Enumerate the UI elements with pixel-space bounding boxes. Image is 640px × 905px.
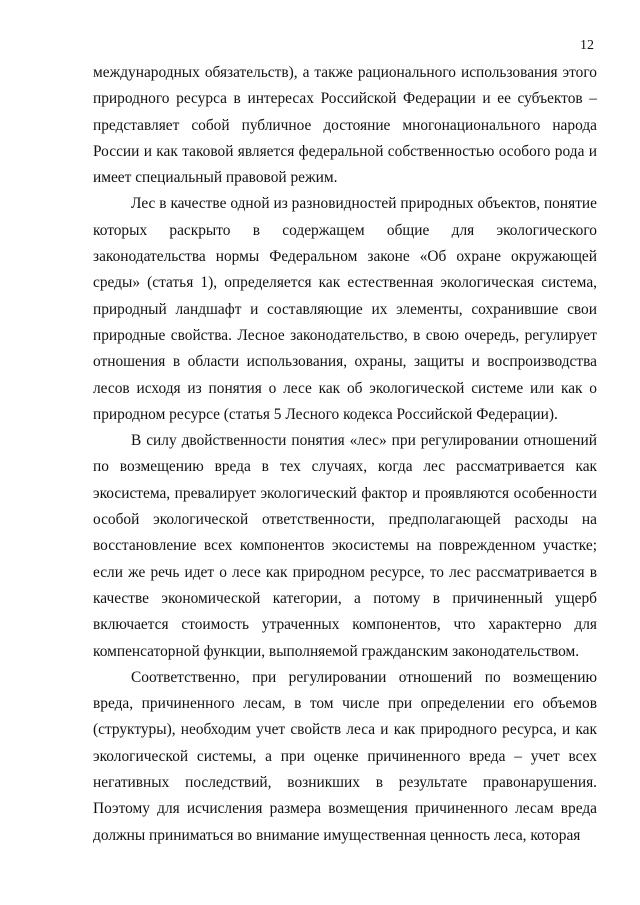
page-number: 12 <box>580 38 594 53</box>
paragraph-damage-assessment: Соответственно, при регулировании отношений по возмещению вреда, причиненного лесам, в том числе при определении его объемов (структуры), необходим учет свойств леса и как природного ресурса, и как экологической системы, а при оценке причиненного вреда – учет всех негативных последствий, возникших в результате правонарушения. Поэтому для исчисления размера возмещения причиненного лесам вреда должны приниматься во внимание имущественная ценность леса, которая <box>93 668 597 844</box>
paragraph-forest-definition: Лес в качестве одной из разновидностей природных объектов, понятие которых раскрыто в содержащем общие для экологического законодательства нормы Федеральном законе «Об охране окружающей среды» (статья 1), определяется как естественная экологическая система, природный ландшафт и составляющие их элементы, сохранившие свои природные свойства. Лесное законодательство, в свою очередь, регулирует отношения в области использования, охраны, защиты и воспроизводства лесов исходя из понятия о лесе как об экологической системе или как о природном ресурсе (статья 5 Лесного кодекса Российской Федерации). <box>93 195 597 423</box>
paragraph-dual-nature: В силу двойственности понятия «лес» при регулировании отношений по возмещению вреда в тех случаях, когда лес рассматривается как экосистема, превалирует экологический фактор и проявляются особенности особой экологической ответственности, предполагающей расходы на восстановление всех компонентов экосистемы на поврежденном участке; если же речь идет о лесе как природном ресурсе, то лес рассматривается в качестве экономической категории, а потому в причиненный ущерб включается стоимость утраченных компонентов, что характерно для компенсаторной функции, выполняемой гражданским законодательством. <box>93 432 597 660</box>
document-body <box>93 60 597 849</box>
paragraph-continuation: международных обязательств), а также рационального использования этого природного ресурса в интересах Российской Федерации и ее субъектов – представляет собой публичное достояние многонационального народа России и как таковой является федеральной собственностью особого рода и имеет специальный правовой режим. <box>93 64 597 187</box>
